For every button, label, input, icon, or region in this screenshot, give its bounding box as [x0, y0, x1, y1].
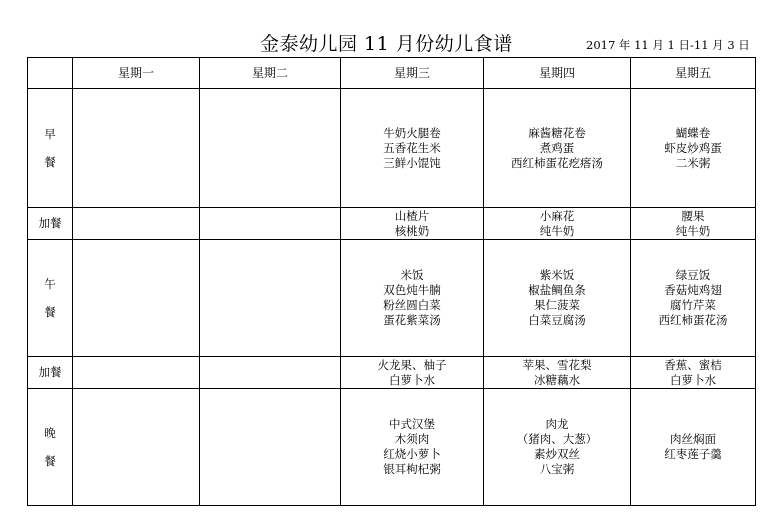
menu-cell: [200, 357, 341, 389]
dish-item: 素炒双丝: [534, 447, 580, 461]
dish-item: 火龙果、柚子: [377, 357, 447, 372]
dish-item: 西红柿蛋花汤: [658, 313, 728, 327]
lunch-row: [28, 240, 756, 357]
dish-item: 中式汉堡: [389, 417, 435, 431]
dish-item: 绿豆饭: [675, 268, 711, 282]
menu-cell: [631, 357, 756, 389]
column-header-wednesday: 星期三: [341, 58, 484, 89]
column-header-tuesday: 星期二: [200, 58, 341, 89]
menu-cell: [200, 89, 341, 208]
dish-item: 八宝粥: [539, 462, 575, 476]
dish-item: 双色炖牛腩: [383, 283, 441, 297]
menu-cell: [341, 208, 484, 240]
dish-item: 椒盐鲷鱼条: [528, 283, 586, 297]
dish-item: 纯牛奶: [675, 223, 711, 238]
menu-cell: [341, 240, 484, 357]
dish-item: 牛奶火腿卷: [383, 125, 441, 140]
dish-item: 紫米饭: [539, 268, 575, 282]
dish-item: 香蕉、蜜桔: [664, 357, 722, 372]
header-row: [28, 58, 756, 89]
dish-item: 蛋花紫菜汤: [383, 313, 441, 327]
date-range: 2017 年 11 月 1 日-11 月 3 日: [586, 38, 750, 52]
dish-item: 肉丝焖面: [670, 432, 716, 446]
dish-item: 虾皮炒鸡蛋: [664, 140, 722, 155]
menu-table: [27, 57, 756, 506]
meal-label-afternoon-snack: 加餐: [28, 357, 73, 389]
menu-cell: [341, 357, 484, 389]
meal-label-morning-snack: 加餐: [28, 208, 73, 240]
menu-cell: [200, 208, 341, 240]
column-header-friday: 星期五: [631, 58, 756, 89]
breakfast-row: [28, 89, 756, 208]
menu-cell: [73, 89, 200, 208]
meal-label-char: 午: [44, 277, 56, 291]
column-header-thursday: 星期四: [484, 58, 631, 89]
dish-item: 山楂片: [394, 208, 430, 223]
meal-label-char: 餐: [44, 305, 56, 319]
meal-label-dinner: [28, 389, 73, 506]
meal-label-lunch: [28, 240, 73, 357]
dish-item: 核桃奶: [394, 223, 430, 238]
dish-item: 麻酱糖花卷: [528, 125, 586, 140]
afternoon-snack-row: [28, 357, 756, 389]
menu-cell: [631, 89, 756, 208]
menu-cell: [341, 89, 484, 208]
menu-cell: [73, 208, 200, 240]
menu-cell: [200, 240, 341, 357]
dish-item: 银耳枸杞粥: [383, 462, 441, 476]
dish-item: 粉丝圆白菜: [383, 298, 441, 312]
dish-item: 白萝卜水: [389, 372, 435, 387]
dish-item: 煮鸡蛋: [539, 140, 575, 155]
menu-cell: [484, 389, 631, 506]
menu-cell: [484, 240, 631, 357]
menu-cell: [484, 89, 631, 208]
meal-label-char: 早: [44, 127, 56, 141]
dish-item: 五香花生米: [383, 140, 441, 155]
dish-item: 蝴蝶卷: [675, 125, 711, 140]
menu-cell: [200, 389, 341, 506]
dish-item: 二米粥: [675, 155, 711, 170]
page-title: 金泰幼儿园 11 月份幼儿食谱: [260, 33, 513, 55]
meal-label-char: 餐: [44, 454, 56, 468]
menu-cell: [73, 240, 200, 357]
dish-item: 三鲜小馄饨: [383, 155, 441, 170]
dish-item: 腰果: [681, 208, 705, 223]
menu-cell: [631, 240, 756, 357]
menu-cell: [631, 208, 756, 240]
dish-item: 冰糖藕水: [534, 372, 580, 387]
corner-cell: [28, 58, 73, 89]
dish-item: 红烧小萝卜: [383, 447, 441, 461]
dish-item: 白萝卜水: [670, 372, 716, 387]
dish-item: 苹果、雪花梨: [522, 357, 592, 372]
menu-cell: [484, 357, 631, 389]
dish-item: 腐竹芹菜: [670, 298, 716, 312]
dish-item: 西红柿蛋花疙瘩汤: [511, 155, 603, 170]
menu-cell: [484, 208, 631, 240]
dish-item: 白菜豆腐汤: [528, 313, 586, 327]
dish-item: （猪肉、大葱）: [516, 432, 598, 446]
dish-item: 香菇炖鸡翅: [664, 283, 722, 297]
menu-cell: [73, 389, 200, 506]
meal-label-breakfast: [28, 89, 73, 208]
dish-item: 红枣莲子羹: [664, 447, 722, 461]
menu-cell: [341, 389, 484, 506]
menu-cell: [73, 357, 200, 389]
menu-cell: [631, 389, 756, 506]
meal-label-char: 餐: [44, 155, 56, 169]
dinner-row: [28, 389, 756, 506]
column-header-monday: 星期一: [73, 58, 200, 89]
dish-item: 小麻花: [539, 208, 575, 223]
dish-item: 米饭: [400, 268, 424, 282]
dish-item: 纯牛奶: [539, 223, 575, 238]
dish-item: 肉龙: [545, 417, 569, 431]
morning-snack-row: [28, 208, 756, 240]
dish-item: 木须肉: [394, 432, 430, 446]
meal-label-char: 晚: [44, 426, 56, 440]
dish-item: 果仁菠菜: [534, 298, 580, 312]
